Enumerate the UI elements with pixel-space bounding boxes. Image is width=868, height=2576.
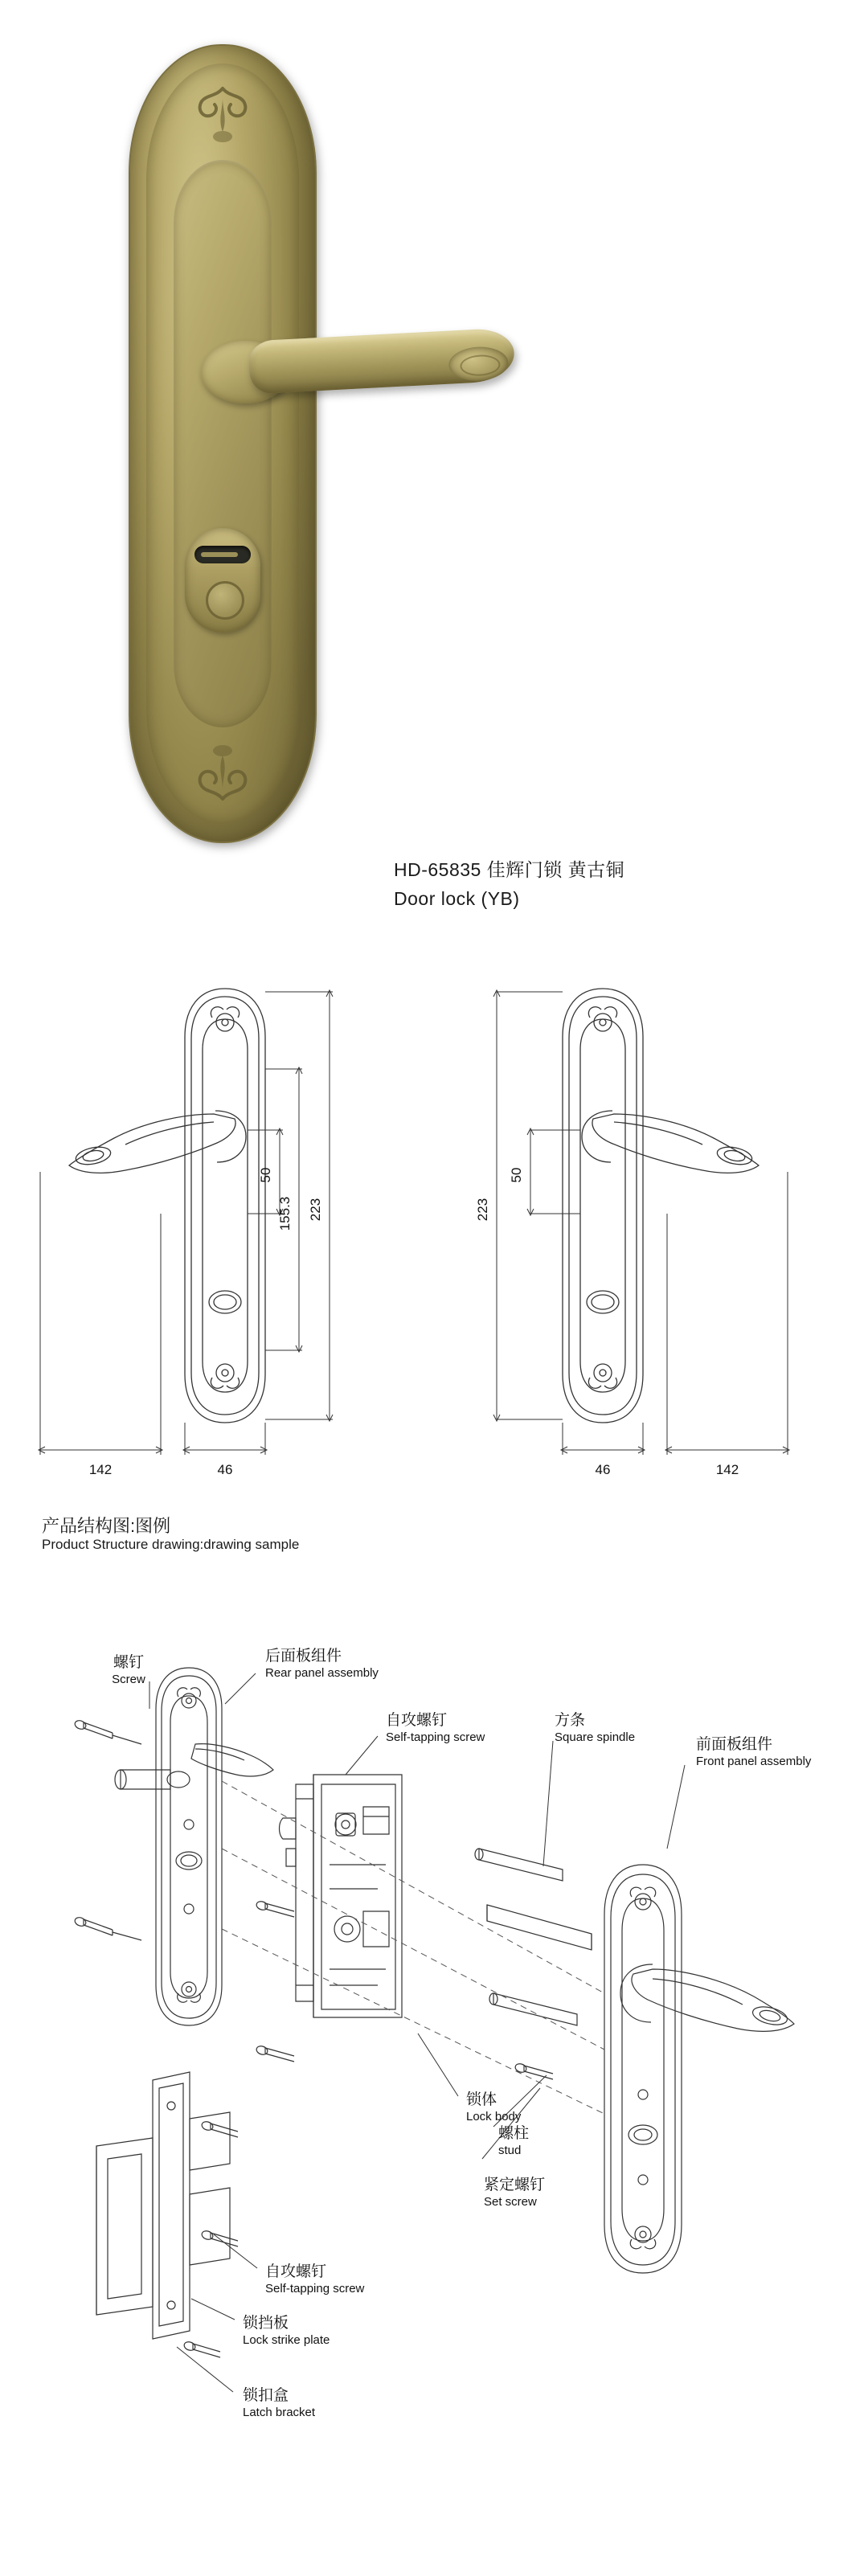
label-set-screw-en: Set screw bbox=[484, 2195, 537, 2209]
dim-right-outer-height: 223 bbox=[475, 1198, 490, 1222]
label-rear-panel-en: Rear panel assembly bbox=[265, 1666, 379, 1680]
dim-left-outer-height: 223 bbox=[308, 1198, 323, 1222]
exploded-assembly-diagram bbox=[0, 1583, 868, 2532]
dim-right-overall-width: 142 bbox=[715, 1462, 739, 1477]
product-name-line: Door lock (YB) bbox=[394, 887, 520, 909]
label-front-panel-en: Front panel assembly bbox=[696, 1755, 812, 1768]
lock-backplate-panel bbox=[174, 160, 272, 727]
dim-left-inner-height: 155.3 bbox=[277, 1196, 293, 1231]
structure-drawing-section bbox=[0, 1511, 868, 2556]
label-self-tapping-screw-cn: 自攻螺钉 bbox=[386, 1712, 448, 1729]
structure-title-cn: 产品结构图:图例 bbox=[42, 1516, 171, 1536]
label-lock-body-en: Lock body bbox=[466, 2110, 522, 2123]
label-self-tapping-screw2-cn: 自攻螺钉 bbox=[265, 2263, 327, 2280]
lock-lever-handle bbox=[177, 321, 522, 418]
lever-tip-ornament bbox=[448, 346, 509, 383]
lever-arm bbox=[248, 327, 515, 394]
product-photo-door-lock bbox=[129, 44, 313, 840]
cylinder-ring bbox=[206, 581, 244, 620]
product-photo-section bbox=[0, 0, 868, 948]
dimension-drawing-left-view bbox=[24, 973, 426, 1487]
dim-left-overall-width: 142 bbox=[88, 1462, 113, 1477]
keyhole-slot bbox=[194, 546, 251, 563]
label-strike-plate-cn: 锁挡板 bbox=[243, 2315, 289, 2332]
label-set-screw-cn: 紧定螺钉 bbox=[484, 2177, 546, 2193]
label-lock-body-cn: 锁体 bbox=[466, 2091, 497, 2108]
scroll-ornament-icon bbox=[174, 82, 271, 146]
label-stud-en: stud bbox=[498, 2144, 522, 2157]
scroll-ornament-bottom-icon bbox=[174, 741, 271, 805]
product-model-line: HD-65835 佳辉门锁 黄古铜 bbox=[394, 859, 625, 880]
label-screw-en: Screw bbox=[112, 1673, 145, 1686]
structure-title-en: Product Structure drawing:drawing sample bbox=[42, 1537, 300, 1552]
dim-left-plate-width: 46 bbox=[217, 1462, 233, 1477]
lock-cylinder bbox=[185, 528, 260, 633]
dim-right-plate-width: 46 bbox=[595, 1462, 611, 1477]
dimension-drawing-right-view bbox=[450, 973, 852, 1487]
label-strike-plate-en: Lock strike plate bbox=[243, 2333, 330, 2347]
label-square-spindle-en: Square spindle bbox=[555, 1730, 636, 1744]
label-self-tapping-screw2-en: Self-tapping screw bbox=[265, 2282, 365, 2295]
label-square-spindle-cn: 方条 bbox=[555, 1712, 586, 1729]
label-screw-cn: 螺钉 bbox=[113, 1654, 145, 1671]
dim-right-spacing: 50 bbox=[509, 1167, 524, 1183]
label-stud-cn: 螺柱 bbox=[498, 2125, 530, 2142]
dim-left-spacing: 50 bbox=[258, 1167, 273, 1183]
product-caption bbox=[394, 856, 624, 913]
label-latch-bracket-en: Latch bracket bbox=[243, 2406, 316, 2419]
label-front-panel-cn: 前面板组件 bbox=[696, 1736, 773, 1753]
label-latch-bracket-cn: 锁扣盒 bbox=[243, 2387, 289, 2404]
lock-backplate bbox=[129, 44, 317, 843]
label-rear-panel-cn: 后面板组件 bbox=[265, 1648, 342, 1665]
dimension-drawings-section bbox=[0, 948, 868, 1511]
label-self-tapping-screw-en: Self-tapping screw bbox=[386, 1730, 485, 1744]
lock-backplate-inner bbox=[146, 63, 299, 824]
